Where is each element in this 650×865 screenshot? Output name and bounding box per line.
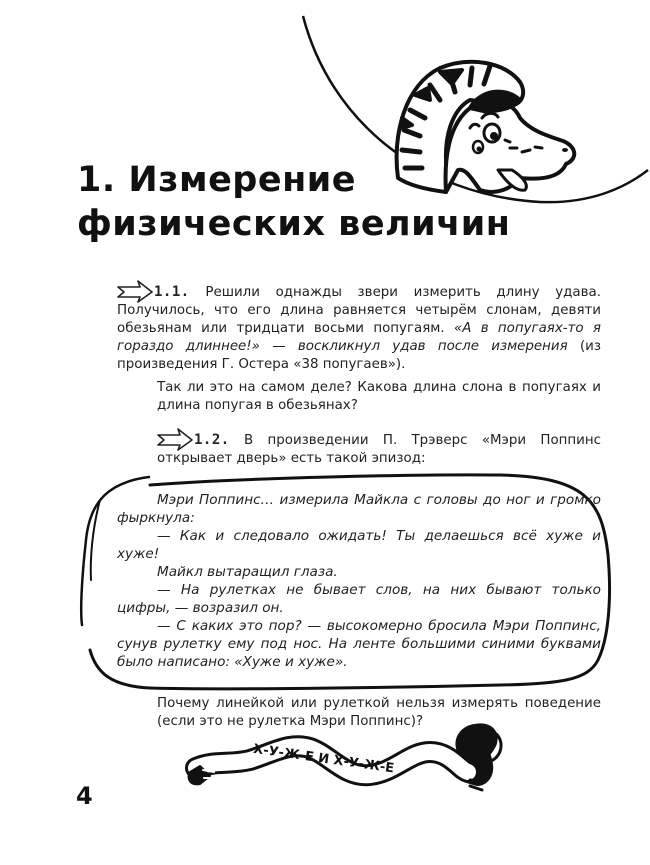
- tape-text: Х-У-Ж-Е И Х-У-Ж-Е: [252, 741, 395, 777]
- problem-1-2-text: [157, 431, 601, 468]
- chapter-title-line-1: 1. Измерение: [77, 160, 357, 200]
- problem-1-2-number: 1.2.: [194, 432, 230, 448]
- excerpt-paragraph: Мэри Поппинс… измерила Майкла с головы до ног и громко фыркнула:: [117, 492, 601, 526]
- outline-arrow-icon: [117, 283, 153, 299]
- problem-1-1-number: 1.1.: [154, 284, 190, 300]
- problem-1-1-question: Так ли это на самом деле? Какова длина слона в попугаях и длина попугая в обезьянах?: [157, 380, 601, 413]
- page-number: 4: [76, 782, 93, 810]
- chapter-title-line-2: физических величин: [77, 204, 511, 244]
- chapter-title: [77, 158, 510, 246]
- excerpt-paragraph: — На рулетках не бывает слов, на них бывают только цифры, — возразил он.: [117, 582, 601, 616]
- problem-1-1-quote: «А в попугаях-то я гораздо длиннее!» — воскликнул удав после измерения: [117, 321, 601, 354]
- problem-1-2-question: Почему линейкой или рулеткой нельзя измерять поведение (если это не рулетка Мэри Поппинс)?: [157, 696, 601, 729]
- excerpt-paragraph: Майкл вытаращил глаза.: [157, 564, 338, 580]
- measuring-tape-illustration: [188, 729, 501, 790]
- problem-1-1-source: (из произведения Г. Остера «38 попугаев»).: [117, 339, 602, 372]
- problem-1-1-intro: Решили однажды звери измерить длину удава. Получилось, что его длина равняется четырём слонам, девяти обезьянам или тридцати восьми попугаям.: [117, 285, 601, 336]
- excerpt-box: [117, 491, 601, 671]
- excerpt-paragraph: — Как и следовало ожидать! Ты делаешься всё хуже и хуже!: [117, 528, 601, 562]
- outline-arrow-icon: [157, 431, 193, 447]
- problem-1-1-text: [117, 283, 601, 374]
- problem-1-2-intro: В произведении П. Трэверс «Мэри Поппинс открывает дверь» есть такой эпизод:: [157, 433, 602, 466]
- excerpt-paragraph: — С каких это пор? — высокомерно бросила Мэри Поппинс, сунув рулетку ему под нос. На ленте большими синими буквами было написано: «Хуже и хуже».: [117, 618, 601, 670]
